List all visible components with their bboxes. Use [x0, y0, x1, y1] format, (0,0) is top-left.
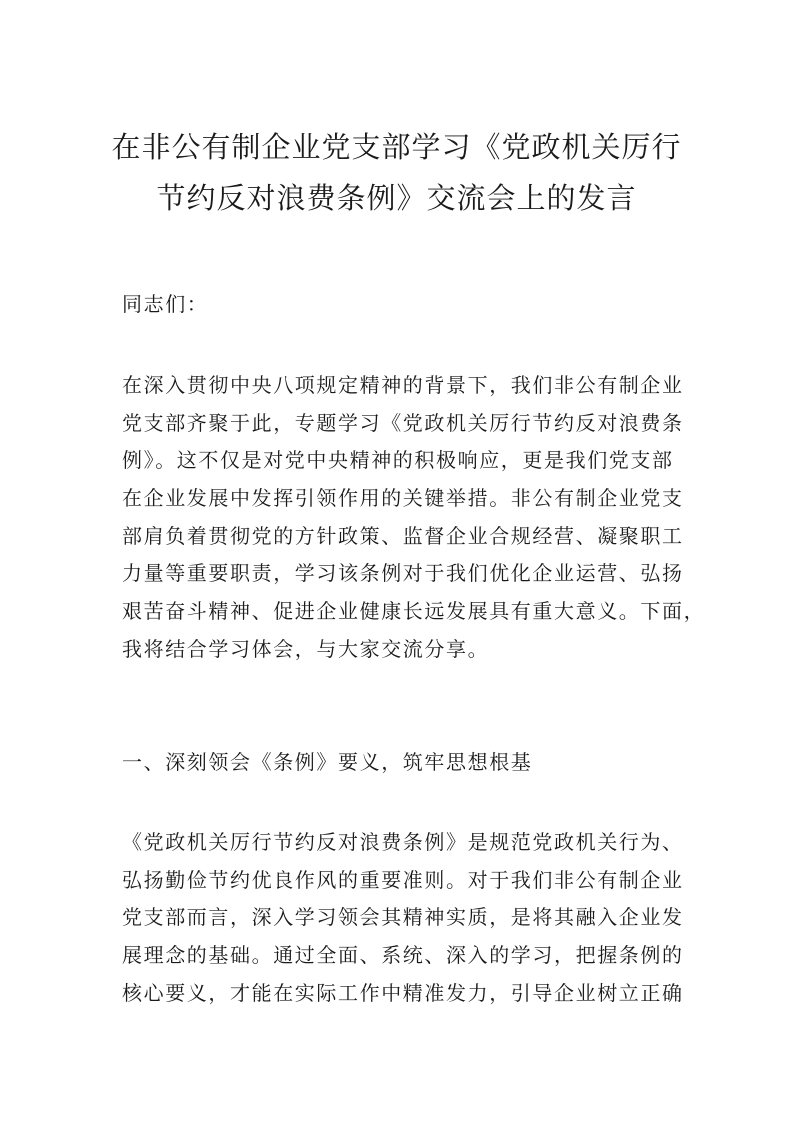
paragraph-line: 《党政机关厉行节约反对浪费条例》是规范党政机关行为、	[122, 830, 684, 854]
paragraph-line: 党支部齐聚于此，专题学习《党政机关厉行节约反对浪费条	[122, 410, 684, 435]
title-line: 在非公有制企业党支部学习《党政机关厉行	[111, 130, 682, 164]
paragraph-line: 在企业发展中发挥引领作用的关键举措。非公有制企业党支	[122, 486, 684, 511]
paragraph-line: 艰苦奋斗精神、促进企业健康长远发展具有重大意义。下面，	[122, 599, 706, 624]
paragraph-line: 我将结合学习体会，与大家交流分享。	[122, 636, 490, 661]
section-heading: 一、深刻领会《条例》要义，筑牢思想根基	[122, 750, 533, 774]
paragraph-section-1	[122, 826, 684, 1014]
salutation: 同志们：	[122, 292, 209, 316]
document-title	[100, 122, 693, 224]
paragraph-line: 展理念的基础。通过全面、系统、深入的学习，把握条例的	[122, 943, 684, 968]
paragraph-line: 弘扬勤俭节约优良作风的重要准则。对于我们非公有制企业	[122, 867, 684, 892]
paragraph-line: 在深入贯彻中央八项规定精神的背景下，我们非公有制企业	[122, 373, 684, 397]
paragraph-line: 党支部而言，深入学习领会其精神实质，是将其融入企业发	[122, 905, 684, 930]
title-line: 节约反对浪费条例》交流会上的发言	[156, 181, 637, 215]
paragraph-intro	[122, 369, 706, 671]
paragraph-line: 力量等重要职责，学习该条例对于我们优化企业运营、弘扬	[122, 561, 684, 586]
paragraph-line: 部肩负着贯彻党的方针政策、监督企业合规经营、凝聚职工	[122, 523, 684, 548]
paragraph-line: 核心要义，才能在实际工作中精准发力，引导企业树立正确	[122, 980, 684, 1005]
paragraph-line: 例》。这不仅是对党中央精神的积极响应，更是我们党支部	[122, 448, 674, 473]
